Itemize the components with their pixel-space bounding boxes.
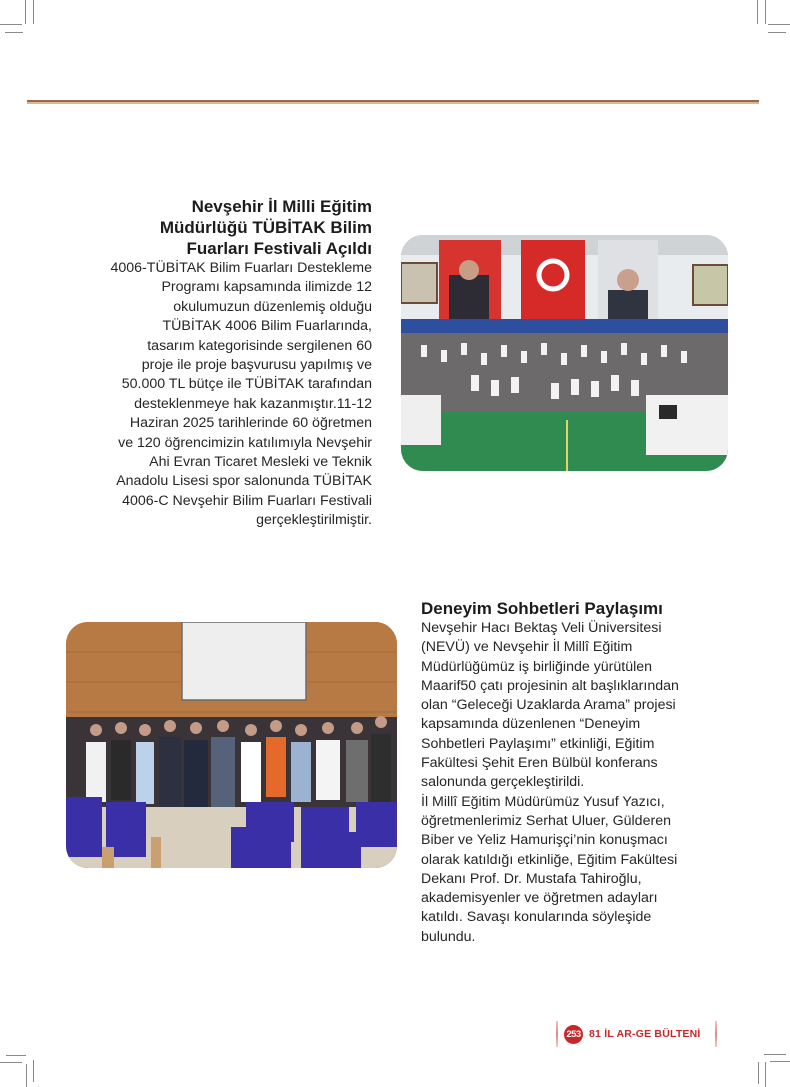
body-line: Maarif50 çatı projesinin alt başlıklarından xyxy=(421,677,679,694)
body-line: Nevşehir Hacı Bektaş Veli Üniversitesi xyxy=(421,620,662,636)
page-footer xyxy=(556,1020,717,1048)
body-line: olarak katıldığı etkinliğe, Eğitim Fakültesi xyxy=(421,851,678,868)
body-line: bulundu. xyxy=(421,928,476,945)
publication-name: 81 İL AR-GE BÜLTENİ xyxy=(589,1028,701,1040)
body-line: Biber ve Yeliz Hamurişçi’nin konuşmacı xyxy=(421,832,668,849)
article-title xyxy=(70,196,372,259)
body-line: Sohbetleri Paylaşımı” etkinliği, Eğitim xyxy=(421,735,655,752)
body-line: Programı kapsamında ilimizde 12 xyxy=(161,279,372,296)
footer-divider-left xyxy=(556,1021,558,1047)
crop-mark-top-left-v2 xyxy=(33,0,34,24)
header-rule-light xyxy=(27,102,759,104)
title-line: Nevşehir İl Milli Eğitim xyxy=(191,197,372,216)
crop-mark-bottom-left-h1 xyxy=(6,1055,26,1056)
body-line: Müdürlüğümüz iş birliğinde yürütülen xyxy=(421,658,653,675)
body-line: salonunda gerçekleştirildi. xyxy=(421,774,585,791)
body-line: Haziran 2025 tarihlerinde 60 öğretmen xyxy=(129,415,372,432)
body-line: öğretmenlerimiz Serhat Uluer, Gülderen xyxy=(421,812,671,829)
article-body xyxy=(70,259,372,531)
body-line: Ahi Evran Ticaret Mesleki ve Teknik xyxy=(149,454,372,471)
body-line: tasarım kategorisinde sergilenen 60 xyxy=(147,337,372,354)
article-experience-talks xyxy=(421,598,721,947)
crop-mark-bottom-left-v1 xyxy=(26,1064,27,1087)
body-line: İl Millî Eğitim Müdürümüz Yusuf Yazıcı, xyxy=(421,793,665,810)
crop-mark-top-left-v1 xyxy=(25,0,26,24)
footer-divider-right xyxy=(715,1021,717,1047)
body-line: 4006-C Nevşehir Bilim Fuarları Festivali xyxy=(122,492,372,509)
crop-mark-top-right-v2 xyxy=(765,0,766,24)
crop-mark-top-right-h1 xyxy=(768,24,790,25)
body-line: desteklenmeye hak kazanmıştır.11-12 xyxy=(134,395,372,412)
crop-mark-bottom-right-h2 xyxy=(770,1061,790,1062)
crop-mark-bottom-right-v2 xyxy=(765,1062,766,1087)
crop-mark-top-left-h1 xyxy=(0,24,22,25)
science-fair-photo xyxy=(401,235,728,471)
body-line: gerçekleştirilmiştir. xyxy=(256,512,372,529)
body-line: kapsamında düzenlenen “Deneyim xyxy=(421,716,641,733)
header-rule xyxy=(27,100,759,104)
article-body xyxy=(421,619,721,947)
crop-mark-bottom-left-v2 xyxy=(33,1060,34,1082)
title-line: Müdürlüğü TÜBİTAK Bilim xyxy=(159,218,372,237)
body-line: proje ile proje başvurusu yapılmış ve xyxy=(141,357,372,374)
crop-mark-bottom-left-h2 xyxy=(0,1062,22,1063)
body-line: ve 120 öğrencimizin katılımıyla Nevşehir xyxy=(118,434,372,451)
crop-mark-bottom-right-v1 xyxy=(758,1062,759,1084)
body-line: katıldı. Savaşı konularında söyleşide xyxy=(421,909,652,926)
page-number-badge: 253 xyxy=(564,1025,583,1044)
body-line: Anadolu Lisesi spor salonunda TÜBİTAK xyxy=(116,473,372,490)
body-line: (NEVÜ) ve Nevşehir İl Millî Eğitim xyxy=(421,639,633,656)
crop-mark-bottom-right-h1 xyxy=(764,1054,786,1055)
crop-mark-top-left-h2 xyxy=(5,32,23,33)
crop-mark-top-right-v1 xyxy=(757,0,758,24)
body-line: 4006-TÜBİTAK Bilim Fuarları Destekleme xyxy=(110,260,372,276)
body-line: olan “Geleceği Uzaklarda Arama” projesi xyxy=(421,697,676,714)
article-science-fair xyxy=(70,196,372,531)
body-line: 50.000 TL bütçe ile TÜBİTAK tarafından xyxy=(121,376,372,393)
title-line: Fuarları Festivali Açıldı xyxy=(186,239,372,258)
article-title: Deneyim Sohbetleri Paylaşımı xyxy=(421,599,663,618)
body-line: okulumuzun düzenlemiş olduğu xyxy=(173,298,372,315)
body-line: akademisyenler ve öğretmen adayları xyxy=(421,890,658,907)
body-line: TÜBİTAK 4006 Bilim Fuarlarında, xyxy=(162,318,372,335)
body-line: Fakültesi Şehit Eren Bülbül konferans xyxy=(421,755,658,772)
crop-mark-top-right-h2 xyxy=(768,32,786,33)
conference-photo xyxy=(66,622,397,868)
body-line: Dekanı Prof. Dr. Mustafa Tahiroğlu, xyxy=(421,870,642,887)
